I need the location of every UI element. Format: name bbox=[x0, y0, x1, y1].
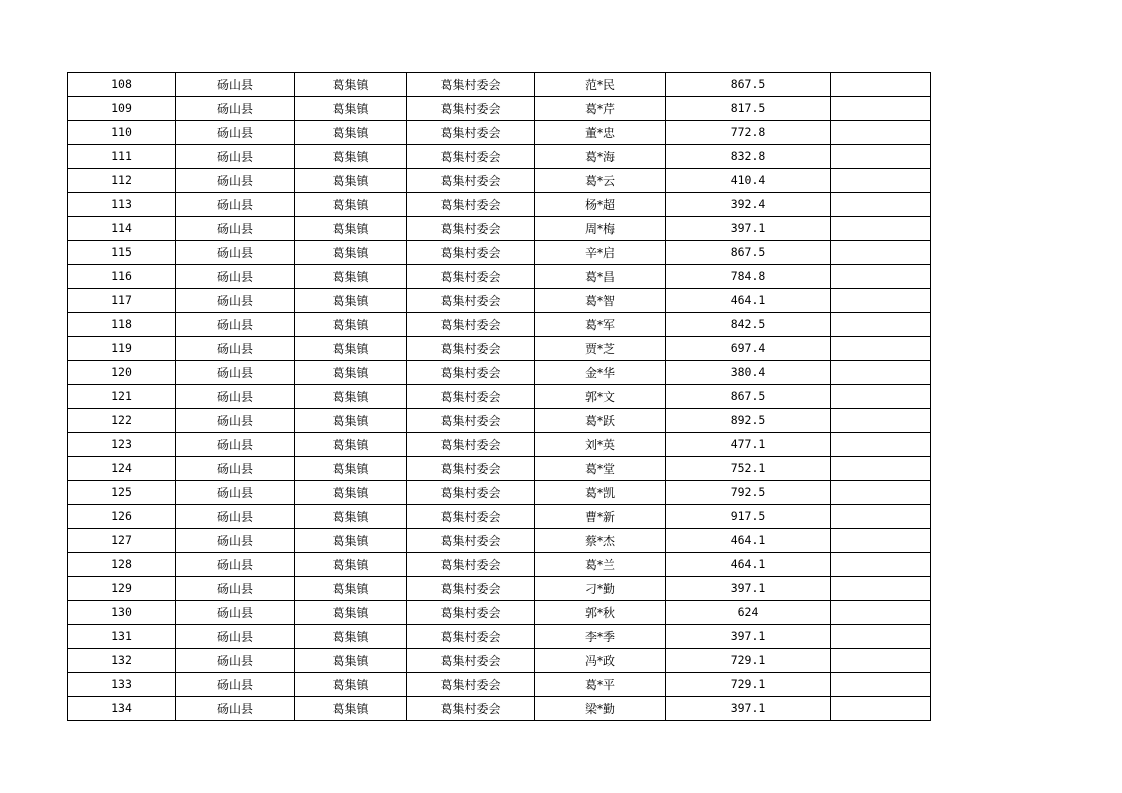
cell-village-committee: 葛集村委会 bbox=[407, 577, 535, 601]
cell-person-name: 梁*勤 bbox=[535, 697, 666, 721]
cell-county: 砀山县 bbox=[176, 697, 295, 721]
cell-county: 砀山县 bbox=[176, 553, 295, 577]
cell-serial-number: 114 bbox=[68, 217, 176, 241]
cell-amount: 817.5 bbox=[666, 97, 831, 121]
cell-town: 葛集镇 bbox=[295, 601, 407, 625]
cell-county: 砀山县 bbox=[176, 145, 295, 169]
cell-person-name: 葛*跃 bbox=[535, 409, 666, 433]
cell-village-committee: 葛集村委会 bbox=[407, 601, 535, 625]
cell-amount: 867.5 bbox=[666, 385, 831, 409]
table-row bbox=[68, 649, 931, 673]
table-row bbox=[68, 241, 931, 265]
table-row bbox=[68, 313, 931, 337]
cell-note bbox=[831, 649, 931, 673]
cell-village-committee: 葛集村委会 bbox=[407, 73, 535, 97]
table-row bbox=[68, 457, 931, 481]
cell-amount: 697.4 bbox=[666, 337, 831, 361]
cell-amount: 729.1 bbox=[666, 649, 831, 673]
cell-village-committee: 葛集村委会 bbox=[407, 145, 535, 169]
cell-town: 葛集镇 bbox=[295, 577, 407, 601]
cell-county: 砀山县 bbox=[176, 529, 295, 553]
cell-county: 砀山县 bbox=[176, 73, 295, 97]
cell-note bbox=[831, 577, 931, 601]
cell-person-name: 葛*军 bbox=[535, 313, 666, 337]
cell-county: 砀山县 bbox=[176, 625, 295, 649]
cell-county: 砀山县 bbox=[176, 505, 295, 529]
cell-county: 砀山县 bbox=[176, 121, 295, 145]
table-row bbox=[68, 673, 931, 697]
cell-village-committee: 葛集村委会 bbox=[407, 385, 535, 409]
cell-village-committee: 葛集村委会 bbox=[407, 553, 535, 577]
table-row bbox=[68, 145, 931, 169]
cell-amount: 867.5 bbox=[666, 241, 831, 265]
cell-note bbox=[831, 481, 931, 505]
cell-note bbox=[831, 193, 931, 217]
cell-county: 砀山县 bbox=[176, 409, 295, 433]
cell-person-name: 金*华 bbox=[535, 361, 666, 385]
cell-county: 砀山县 bbox=[176, 361, 295, 385]
table-row bbox=[68, 505, 931, 529]
cell-person-name: 葛*堂 bbox=[535, 457, 666, 481]
cell-amount: 397.1 bbox=[666, 217, 831, 241]
cell-serial-number: 126 bbox=[68, 505, 176, 529]
cell-serial-number: 118 bbox=[68, 313, 176, 337]
cell-serial-number: 116 bbox=[68, 265, 176, 289]
cell-person-name: 辛*启 bbox=[535, 241, 666, 265]
cell-note bbox=[831, 409, 931, 433]
cell-person-name: 葛*平 bbox=[535, 673, 666, 697]
cell-village-committee: 葛集村委会 bbox=[407, 649, 535, 673]
cell-person-name: 葛*兰 bbox=[535, 553, 666, 577]
cell-note bbox=[831, 169, 931, 193]
cell-person-name: 葛*云 bbox=[535, 169, 666, 193]
cell-note bbox=[831, 625, 931, 649]
cell-village-committee: 葛集村委会 bbox=[407, 265, 535, 289]
cell-town: 葛集镇 bbox=[295, 289, 407, 313]
cell-village-committee: 葛集村委会 bbox=[407, 193, 535, 217]
cell-county: 砀山县 bbox=[176, 337, 295, 361]
cell-person-name: 董*忠 bbox=[535, 121, 666, 145]
cell-serial-number: 113 bbox=[68, 193, 176, 217]
cell-town: 葛集镇 bbox=[295, 385, 407, 409]
cell-serial-number: 132 bbox=[68, 649, 176, 673]
cell-note bbox=[831, 601, 931, 625]
cell-serial-number: 124 bbox=[68, 457, 176, 481]
cell-serial-number: 131 bbox=[68, 625, 176, 649]
cell-village-committee: 葛集村委会 bbox=[407, 97, 535, 121]
cell-person-name: 周*梅 bbox=[535, 217, 666, 241]
cell-serial-number: 112 bbox=[68, 169, 176, 193]
cell-person-name: 郭*秋 bbox=[535, 601, 666, 625]
cell-town: 葛集镇 bbox=[295, 649, 407, 673]
table-row bbox=[68, 697, 931, 721]
cell-town: 葛集镇 bbox=[295, 241, 407, 265]
cell-town: 葛集镇 bbox=[295, 73, 407, 97]
cell-note bbox=[831, 121, 931, 145]
cell-amount: 772.8 bbox=[666, 121, 831, 145]
cell-town: 葛集镇 bbox=[295, 361, 407, 385]
cell-person-name: 葛*智 bbox=[535, 289, 666, 313]
cell-serial-number: 123 bbox=[68, 433, 176, 457]
cell-town: 葛集镇 bbox=[295, 313, 407, 337]
cell-village-committee: 葛集村委会 bbox=[407, 697, 535, 721]
cell-county: 砀山县 bbox=[176, 313, 295, 337]
cell-village-committee: 葛集村委会 bbox=[407, 409, 535, 433]
cell-amount: 729.1 bbox=[666, 673, 831, 697]
cell-town: 葛集镇 bbox=[295, 337, 407, 361]
cell-town: 葛集镇 bbox=[295, 145, 407, 169]
cell-county: 砀山县 bbox=[176, 673, 295, 697]
table-row bbox=[68, 169, 931, 193]
cell-note bbox=[831, 265, 931, 289]
cell-serial-number: 121 bbox=[68, 385, 176, 409]
cell-town: 葛集镇 bbox=[295, 433, 407, 457]
cell-serial-number: 134 bbox=[68, 697, 176, 721]
cell-serial-number: 111 bbox=[68, 145, 176, 169]
cell-town: 葛集镇 bbox=[295, 481, 407, 505]
cell-village-committee: 葛集村委会 bbox=[407, 313, 535, 337]
cell-person-name: 郭*文 bbox=[535, 385, 666, 409]
cell-amount: 832.8 bbox=[666, 145, 831, 169]
table-row bbox=[68, 529, 931, 553]
cell-person-name: 葛*凯 bbox=[535, 481, 666, 505]
cell-amount: 917.5 bbox=[666, 505, 831, 529]
table-row bbox=[68, 97, 931, 121]
cell-town: 葛集镇 bbox=[295, 625, 407, 649]
cell-town: 葛集镇 bbox=[295, 97, 407, 121]
cell-note bbox=[831, 553, 931, 577]
cell-village-committee: 葛集村委会 bbox=[407, 481, 535, 505]
cell-county: 砀山县 bbox=[176, 193, 295, 217]
cell-note bbox=[831, 457, 931, 481]
table-row bbox=[68, 625, 931, 649]
cell-serial-number: 108 bbox=[68, 73, 176, 97]
cell-town: 葛集镇 bbox=[295, 409, 407, 433]
cell-town: 葛集镇 bbox=[295, 697, 407, 721]
cell-serial-number: 117 bbox=[68, 289, 176, 313]
cell-note bbox=[831, 697, 931, 721]
cell-town: 葛集镇 bbox=[295, 217, 407, 241]
cell-village-committee: 葛集村委会 bbox=[407, 529, 535, 553]
cell-town: 葛集镇 bbox=[295, 265, 407, 289]
cell-note bbox=[831, 433, 931, 457]
cell-village-committee: 葛集村委会 bbox=[407, 673, 535, 697]
table-row bbox=[68, 337, 931, 361]
cell-town: 葛集镇 bbox=[295, 169, 407, 193]
cell-person-name: 刁*勤 bbox=[535, 577, 666, 601]
cell-amount: 784.8 bbox=[666, 265, 831, 289]
cell-serial-number: 129 bbox=[68, 577, 176, 601]
table-row bbox=[68, 601, 931, 625]
cell-amount: 397.1 bbox=[666, 697, 831, 721]
table-body bbox=[68, 73, 931, 721]
table-row bbox=[68, 73, 931, 97]
cell-amount: 477.1 bbox=[666, 433, 831, 457]
cell-serial-number: 128 bbox=[68, 553, 176, 577]
table-row bbox=[68, 553, 931, 577]
table-row bbox=[68, 433, 931, 457]
cell-note bbox=[831, 313, 931, 337]
cell-county: 砀山县 bbox=[176, 577, 295, 601]
cell-serial-number: 109 bbox=[68, 97, 176, 121]
cell-amount: 397.1 bbox=[666, 625, 831, 649]
cell-village-committee: 葛集村委会 bbox=[407, 505, 535, 529]
cell-village-committee: 葛集村委会 bbox=[407, 361, 535, 385]
cell-village-committee: 葛集村委会 bbox=[407, 433, 535, 457]
table-row bbox=[68, 193, 931, 217]
cell-serial-number: 120 bbox=[68, 361, 176, 385]
cell-person-name: 杨*超 bbox=[535, 193, 666, 217]
cell-note bbox=[831, 73, 931, 97]
cell-town: 葛集镇 bbox=[295, 673, 407, 697]
cell-serial-number: 122 bbox=[68, 409, 176, 433]
cell-county: 砀山县 bbox=[176, 433, 295, 457]
cell-note bbox=[831, 241, 931, 265]
table-row bbox=[68, 289, 931, 313]
cell-serial-number: 127 bbox=[68, 529, 176, 553]
cell-serial-number: 125 bbox=[68, 481, 176, 505]
cell-county: 砀山县 bbox=[176, 169, 295, 193]
cell-serial-number: 119 bbox=[68, 337, 176, 361]
cell-town: 葛集镇 bbox=[295, 193, 407, 217]
cell-town: 葛集镇 bbox=[295, 505, 407, 529]
cell-county: 砀山县 bbox=[176, 481, 295, 505]
cell-note bbox=[831, 361, 931, 385]
cell-county: 砀山县 bbox=[176, 289, 295, 313]
cell-person-name: 曹*新 bbox=[535, 505, 666, 529]
cell-note bbox=[831, 673, 931, 697]
cell-amount: 392.4 bbox=[666, 193, 831, 217]
cell-note bbox=[831, 97, 931, 121]
table-row bbox=[68, 121, 931, 145]
cell-amount: 867.5 bbox=[666, 73, 831, 97]
cell-serial-number: 133 bbox=[68, 673, 176, 697]
table-row bbox=[68, 217, 931, 241]
cell-village-committee: 葛集村委会 bbox=[407, 625, 535, 649]
cell-amount: 752.1 bbox=[666, 457, 831, 481]
cell-note bbox=[831, 217, 931, 241]
cell-serial-number: 115 bbox=[68, 241, 176, 265]
cell-amount: 397.1 bbox=[666, 577, 831, 601]
cell-note bbox=[831, 289, 931, 313]
cell-amount: 624 bbox=[666, 601, 831, 625]
table-row bbox=[68, 481, 931, 505]
table-row bbox=[68, 409, 931, 433]
cell-note bbox=[831, 529, 931, 553]
cell-village-committee: 葛集村委会 bbox=[407, 337, 535, 361]
cell-county: 砀山县 bbox=[176, 217, 295, 241]
table-row bbox=[68, 577, 931, 601]
cell-person-name: 贾*芝 bbox=[535, 337, 666, 361]
cell-village-committee: 葛集村委会 bbox=[407, 169, 535, 193]
cell-village-committee: 葛集村委会 bbox=[407, 121, 535, 145]
table-row bbox=[68, 385, 931, 409]
cell-county: 砀山县 bbox=[176, 601, 295, 625]
cell-person-name: 葛*昌 bbox=[535, 265, 666, 289]
cell-person-name: 葛*芹 bbox=[535, 97, 666, 121]
cell-person-name: 李*季 bbox=[535, 625, 666, 649]
cell-amount: 464.1 bbox=[666, 553, 831, 577]
cell-amount: 792.5 bbox=[666, 481, 831, 505]
cell-person-name: 刘*英 bbox=[535, 433, 666, 457]
cell-village-committee: 葛集村委会 bbox=[407, 289, 535, 313]
cell-town: 葛集镇 bbox=[295, 529, 407, 553]
cell-county: 砀山县 bbox=[176, 457, 295, 481]
cell-amount: 464.1 bbox=[666, 529, 831, 553]
cell-town: 葛集镇 bbox=[295, 121, 407, 145]
cell-village-committee: 葛集村委会 bbox=[407, 217, 535, 241]
cell-amount: 464.1 bbox=[666, 289, 831, 313]
cell-amount: 410.4 bbox=[666, 169, 831, 193]
cell-county: 砀山县 bbox=[176, 649, 295, 673]
cell-amount: 892.5 bbox=[666, 409, 831, 433]
cell-person-name: 蔡*杰 bbox=[535, 529, 666, 553]
cell-person-name: 冯*政 bbox=[535, 649, 666, 673]
cell-town: 葛集镇 bbox=[295, 457, 407, 481]
cell-county: 砀山县 bbox=[176, 241, 295, 265]
cell-serial-number: 110 bbox=[68, 121, 176, 145]
table-row bbox=[68, 265, 931, 289]
cell-person-name: 范*民 bbox=[535, 73, 666, 97]
cell-village-committee: 葛集村委会 bbox=[407, 457, 535, 481]
cell-note bbox=[831, 145, 931, 169]
cell-county: 砀山县 bbox=[176, 265, 295, 289]
cell-serial-number: 130 bbox=[68, 601, 176, 625]
table-row bbox=[68, 361, 931, 385]
cell-county: 砀山县 bbox=[176, 385, 295, 409]
cell-amount: 842.5 bbox=[666, 313, 831, 337]
cell-village-committee: 葛集村委会 bbox=[407, 241, 535, 265]
cell-note bbox=[831, 337, 931, 361]
cell-town: 葛集镇 bbox=[295, 553, 407, 577]
cell-note bbox=[831, 505, 931, 529]
cell-person-name: 葛*海 bbox=[535, 145, 666, 169]
cell-note bbox=[831, 385, 931, 409]
cell-county: 砀山县 bbox=[176, 97, 295, 121]
cell-amount: 380.4 bbox=[666, 361, 831, 385]
data-table bbox=[67, 72, 931, 721]
